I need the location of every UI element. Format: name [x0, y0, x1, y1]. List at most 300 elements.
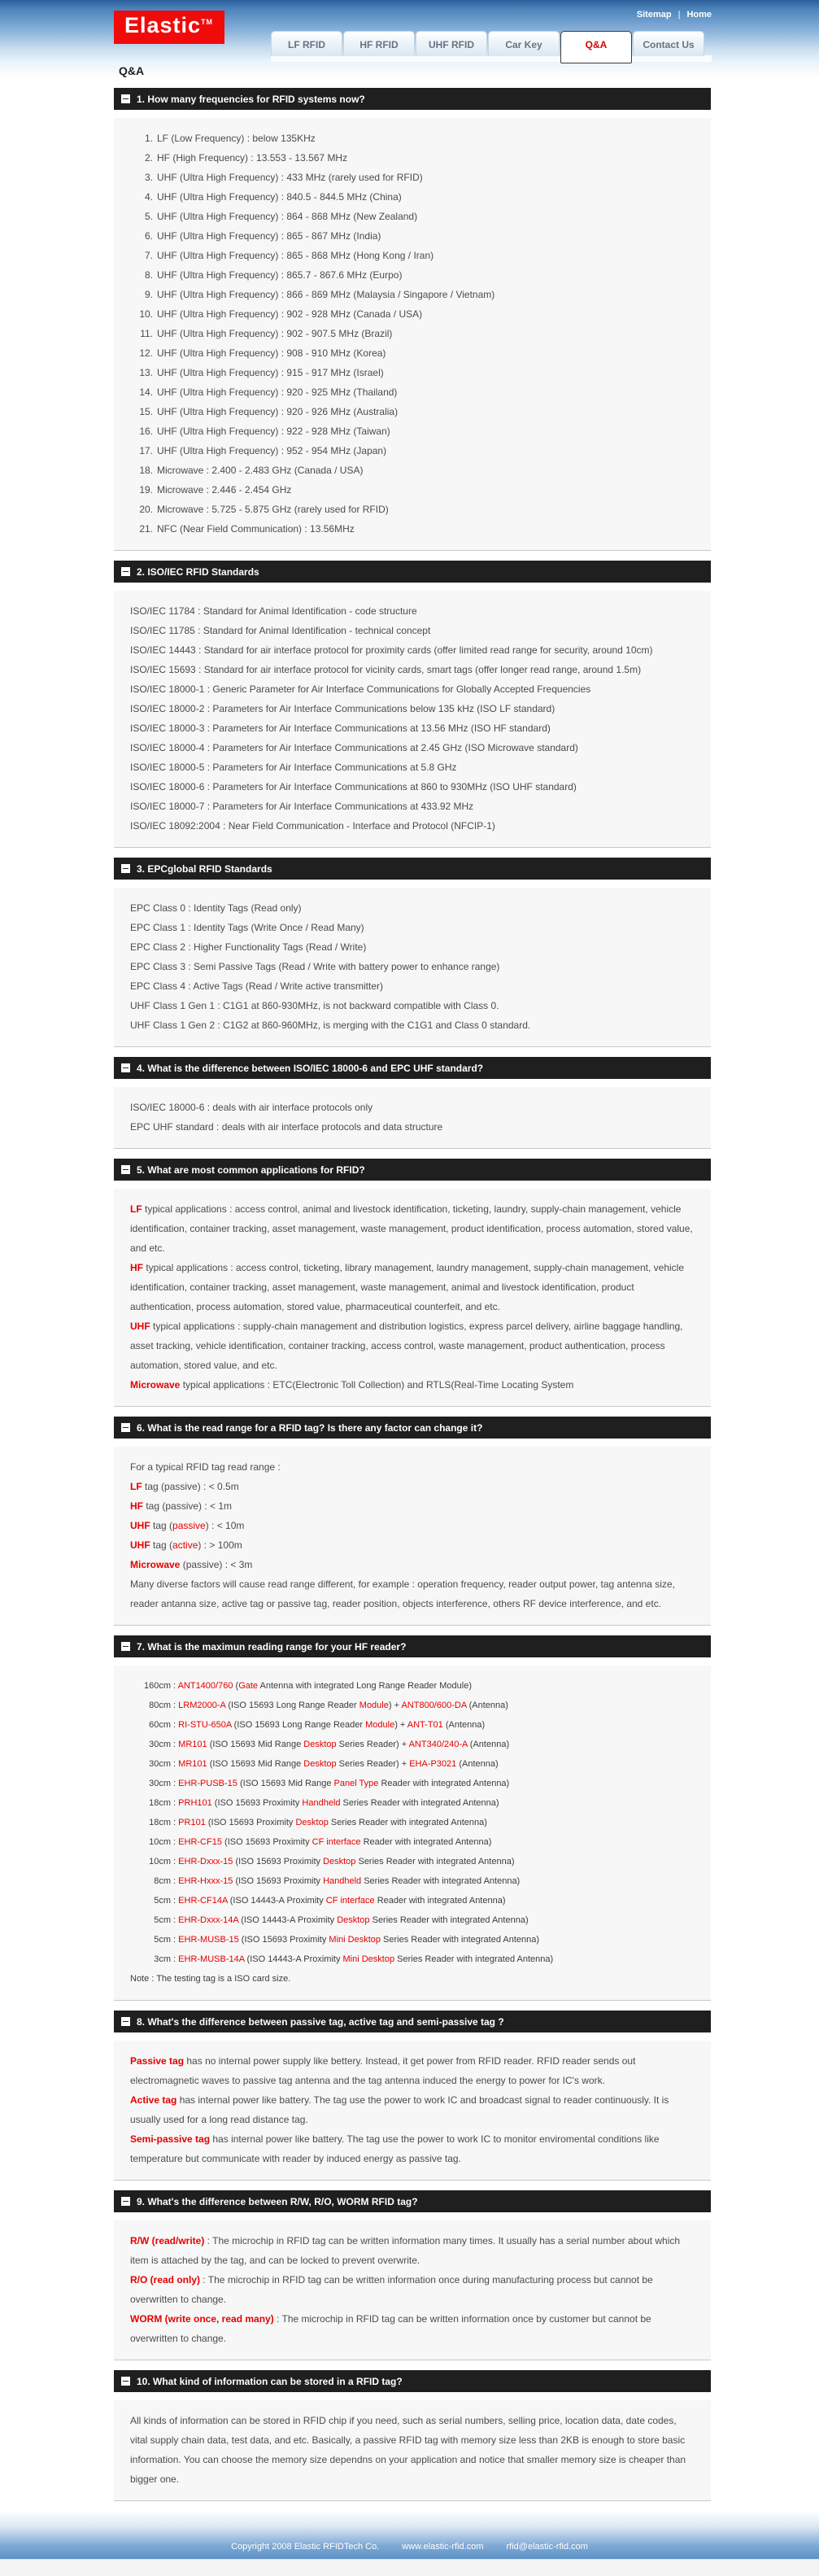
row-text: Reader with integrated Antenna)	[360, 1837, 492, 1847]
row-prefix: 10cm	[149, 1837, 171, 1847]
row-text: ISO/IEC 18000-3 : Parameters for Air Interface Communications at 13.56 MHz (ISO HF standard)	[130, 723, 551, 734]
row-prefix: 4.	[144, 191, 153, 203]
qa-row	[130, 1930, 695, 1949]
row-prefix: 16.	[139, 426, 153, 437]
highlighted-text: Desktop	[323, 1857, 356, 1867]
row-text: Microwave : 5.725 - 5.875 GHz (rarely used for RFID)	[157, 504, 389, 515]
qa-section-header[interactable]	[114, 1417, 711, 1439]
highlighted-text: LRM2000-A	[178, 1701, 226, 1710]
row-text: typical applications : access control, ticketing, library management, laundry management, supply-chain management, vehicle identification, container tracking, asset management, waste management, animal and livestock identification, product authentication, process automation, stored value, pharmaceutical counterfeit, and etc.	[130, 1262, 685, 1312]
footer-site-link[interactable]: www.elastic-rfid.com	[402, 2542, 484, 2552]
row-prefix: 5cm	[154, 1915, 171, 1925]
qa-row	[130, 758, 695, 777]
qa-row	[130, 1735, 695, 1754]
qa-row	[130, 148, 695, 168]
highlighted-text: EHR-Hxxx-15	[178, 1876, 233, 1886]
top-links-divider: |	[677, 10, 681, 20]
top-banner	[0, 0, 819, 77]
home-link[interactable]: Home	[686, 10, 712, 20]
row-text: Series Reader with integrated Antenna)	[369, 1915, 529, 1925]
collapse-minus-icon	[121, 1165, 130, 1174]
row-text: UHF (Ultra High Frequency) : 920 - 925 MHz (Thailand)	[157, 386, 398, 398]
qa-section-content	[114, 2220, 711, 2360]
qa-row	[130, 1969, 695, 1989]
row-prefix: 13.	[139, 367, 153, 378]
row-text: UHF (Ultra High Frequency) : 922 - 928 MHz (Taiwan)	[157, 426, 390, 437]
elastic-logo[interactable]	[114, 11, 224, 44]
tab-car-key[interactable]: Car Key	[488, 31, 560, 56]
qa-row	[130, 660, 695, 679]
qa-section-content	[114, 118, 711, 551]
highlighted-text: Desktop	[295, 1818, 329, 1827]
qa-section-content	[114, 1447, 711, 1626]
row-text: :	[171, 1779, 179, 1788]
qa-section-content	[114, 2041, 711, 2181]
row-text: tag (passive) : < 1m	[143, 1500, 233, 1512]
row-text: (ISO 15693 Proximity	[233, 1857, 324, 1867]
collapse-minus-icon	[121, 864, 130, 873]
row-prefix: 8.	[144, 269, 153, 281]
logo-tm-mark: TM	[201, 18, 214, 26]
collapse-minus-icon	[121, 2197, 130, 2206]
row-prefix: 21.	[139, 523, 153, 535]
highlighted-text: Microwave	[130, 1559, 181, 1570]
row-text: ISO/IEC 18000-7 : Parameters for Air Interface Communications at 433.92 MHz	[130, 801, 474, 812]
highlighted-text: PR101	[178, 1818, 206, 1827]
qa-row	[130, 129, 695, 148]
row-text: NFC (Near Field Communication) : 13.56MHz	[157, 523, 355, 535]
row-text: ) : > 100m	[198, 1539, 242, 1551]
qa-section-header[interactable]	[114, 88, 711, 110]
tab-uhf-rfid[interactable]: UHF RFID	[416, 31, 487, 56]
page-title: Q&A	[119, 64, 145, 77]
row-prefix: 14.	[139, 386, 153, 398]
collapse-minus-icon	[121, 567, 130, 576]
highlighted-text: UHF	[130, 1520, 150, 1531]
row-text: (Antenna)	[467, 1740, 510, 1749]
row-prefix: 30cm	[149, 1740, 171, 1749]
highlighted-text: EHR-MUSB-14A	[178, 1954, 245, 1964]
highlighted-text: active	[172, 1539, 198, 1551]
qa-row	[130, 1258, 695, 1316]
row-prefix: 5cm	[154, 1935, 171, 1945]
row-prefix: 6.	[144, 230, 153, 242]
highlighted-text: EHR-PUSB-15	[178, 1779, 237, 1788]
highlighted-text: Microwave	[130, 1379, 181, 1391]
row-text: ISO/IEC 18000-5 : Parameters for Air Interface Communications at 5.8 GHz	[130, 762, 457, 773]
qa-row	[130, 2090, 695, 2129]
qa-row	[130, 343, 695, 363]
qa-section-content	[114, 1666, 711, 2001]
qa-row	[130, 1910, 695, 1930]
row-prefix: 7.	[144, 250, 153, 261]
tab-contact-us[interactable]: Contact Us	[633, 31, 704, 56]
row-text: ISO/IEC 18000-6 : deals with air interface protocols only	[130, 1102, 373, 1113]
qa-section-content	[114, 1189, 711, 1407]
qa-row	[130, 382, 695, 402]
qa-section-header[interactable]	[114, 2190, 711, 2212]
collapse-minus-icon	[121, 1423, 130, 1432]
qa-row	[130, 699, 695, 718]
row-text: (ISO 15693 Proximity	[233, 1876, 324, 1886]
row-text: UHF (Ultra High Frequency) : 865 - 868 MHz (Hong Kong / Iran)	[157, 250, 434, 261]
qa-section-header[interactable]	[114, 1159, 711, 1181]
highlighted-text: CF interface	[311, 1837, 361, 1847]
highlighted-text: MR101	[178, 1740, 207, 1749]
qa-section-title: 1. How many frequencies for RFID systems now?	[137, 93, 365, 105]
row-text: EPC UHF standard : deals with air interface protocols and data structure	[130, 1121, 443, 1133]
qa-row	[130, 1813, 695, 1832]
highlighted-text: Semi-passive tag	[130, 2133, 211, 2145]
qa-section-header[interactable]	[114, 1635, 711, 1657]
row-text: (ISO 15693 Proximity	[211, 1798, 303, 1808]
row-text: :	[171, 1857, 179, 1867]
row-text: UHF (Ultra High Frequency) : 840.5 - 844.5 MHz (China)	[157, 191, 402, 203]
row-text: For a typical RFID tag read range :	[130, 1461, 281, 1473]
highlighted-text: Desktop	[337, 1915, 370, 1925]
row-text: :	[171, 1740, 179, 1749]
row-prefix: 160cm	[143, 1681, 171, 1691]
row-text: EPC Class 2 : Higher Functionality Tags (Read / Write)	[130, 941, 367, 953]
highlighted-text: EHA-P3021	[409, 1759, 457, 1769]
row-text: ISO/IEC 14443 : Standard for air interface protocol for proximity cards (offer limited read range for security, around 10cm)	[130, 644, 653, 656]
row-text: UHF (Ultra High Frequency) : 865 - 867 MHz (India)	[157, 230, 381, 242]
qa-section	[114, 561, 711, 848]
row-text: typical applications : ETC(Electronic Toll Collection) and RTLS(Real-Time Locating System	[180, 1379, 574, 1391]
highlighted-text: HF	[130, 1500, 143, 1512]
qa-section-header[interactable]	[114, 2370, 711, 2392]
row-prefix: 60cm	[149, 1720, 171, 1730]
qa-section-title: 4. What is the difference between ISO/IEC 18000-6 and EPC UHF standard?	[137, 1062, 484, 1074]
row-text: UHF (Ultra High Frequency) : 864 - 868 MHz (New Zealand)	[157, 211, 418, 222]
row-text: (ISO 14443-A Proximity	[238, 1915, 338, 1925]
qa-section-title: 5. What are most common applications for RFID?	[137, 1164, 365, 1176]
qa-row	[130, 957, 695, 976]
highlighted-text: MR101	[178, 1759, 207, 1769]
row-text: UHF (Ultra High Frequency) : 952 - 954 MHz (Japan)	[157, 445, 387, 456]
row-text: Series Reader with integrated Antenna)	[361, 1876, 521, 1886]
row-text: (ISO 15693 Long Range Reader	[225, 1701, 359, 1710]
qa-row	[130, 1949, 695, 1969]
row-text: (ISO 15693 Proximity	[205, 1818, 296, 1827]
footer-bottom-strip	[0, 2559, 819, 2576]
row-text: (ISO 15693 Mid Range	[237, 1779, 334, 1788]
row-prefix: 1.	[144, 133, 153, 144]
row-text: has internal power like battery. The tag use the power to work IC and broadcast signal to reader continuously. It is usually used for a long read distance tag.	[130, 2094, 669, 2125]
row-prefix: 19.	[139, 484, 153, 496]
row-text: :	[171, 1837, 179, 1847]
highlighted-text: Desktop	[303, 1740, 337, 1749]
row-prefix: 30cm	[149, 1779, 171, 1788]
qa-row	[130, 1793, 695, 1813]
highlighted-text: Passive tag	[130, 2055, 185, 2067]
qa-row	[130, 265, 695, 285]
qa-row	[130, 679, 695, 699]
qa-section-title: 3. EPCglobal RFID Standards	[137, 862, 272, 875]
row-text: ) +	[388, 1701, 402, 1710]
row-prefix: 5cm	[154, 1896, 171, 1906]
row-prefix: 18cm	[149, 1798, 171, 1808]
row-text: Reader with integrated Antenna)	[378, 1779, 510, 1788]
qa-row	[130, 363, 695, 382]
row-text: tag (passive) : < 0.5m	[142, 1481, 239, 1492]
row-text: UHF (Ultra High Frequency) : 915 - 917 MHz (Israel)	[157, 367, 384, 378]
row-prefix: 2.	[144, 152, 153, 164]
qa-section	[114, 2190, 711, 2360]
row-text: UHF Class 1 Gen 2 : C1G2 at 860-960MHz, is merging with the C1G1 and Class 0 standard.	[130, 1019, 531, 1031]
highlighted-text: RI-STU-650A	[178, 1720, 232, 1730]
highlighted-text: passive	[172, 1520, 206, 1531]
top-links	[637, 10, 712, 20]
row-text: EPC Class 1 : Identity Tags (Write Once / Read Many)	[130, 922, 364, 933]
qa-row	[130, 441, 695, 461]
collapse-minus-icon	[121, 94, 130, 103]
highlighted-text: Desktop	[303, 1759, 337, 1769]
row-text: Series Reader) +	[336, 1759, 410, 1769]
qa-row	[130, 918, 695, 937]
qa-row	[130, 1555, 695, 1574]
row-text: has internal power like battery. The tag use the power to work IC to monitor enviromental conditions like temperature but communicate with reader by induced energy as passive tag.	[130, 2133, 660, 2164]
qa-row	[130, 1871, 695, 1891]
qa-row	[130, 1477, 695, 1496]
qa-section-content	[114, 888, 711, 1047]
row-text: ISO/IEC 18000-2 : Parameters for Air Interface Communications below 135 kHz (ISO LF standard)	[130, 703, 555, 714]
row-text: UHF (Ultra High Frequency) : 902 - 928 MHz (Canada / USA)	[157, 308, 423, 320]
row-text: (ISO 15693 Mid Range	[207, 1740, 304, 1749]
qa-row	[130, 1676, 695, 1696]
highlighted-text: EHR-CF15	[178, 1837, 222, 1847]
row-text: Reader with integrated Antenna)	[374, 1896, 506, 1906]
row-prefix: 8cm	[154, 1876, 171, 1886]
qa-row	[130, 1316, 695, 1375]
qa-row	[130, 797, 695, 816]
qa-row	[130, 1457, 695, 1477]
row-text: :	[171, 1954, 179, 1964]
row-prefix: 18cm	[149, 1818, 171, 1827]
qa-section-content	[114, 591, 711, 848]
footer-email-link[interactable]: rfid@elastic-rfid.com	[506, 2542, 588, 2552]
row-prefix: 3.	[144, 172, 153, 183]
qa-row	[130, 1852, 695, 1871]
row-text: EPC Class 0 : Identity Tags (Read only)	[130, 902, 302, 914]
qa-section	[114, 1159, 711, 1407]
row-prefix: 3cm	[154, 1954, 171, 1964]
row-text: :	[171, 1818, 179, 1827]
qa-section	[114, 88, 711, 551]
highlighted-text: CF interface	[325, 1896, 375, 1906]
highlighted-text: EHR-CF14A	[178, 1896, 228, 1906]
row-text: (ISO 14443-A Proximity	[227, 1896, 326, 1906]
qa-row	[130, 1496, 695, 1516]
row-text: :	[171, 1935, 179, 1945]
row-text: Series Reader with integrated Antenna)	[380, 1935, 540, 1945]
highlighted-text: R/O (read only)	[130, 2274, 201, 2286]
qa-row	[130, 421, 695, 441]
highlighted-text: LF	[130, 1203, 142, 1215]
qa-section-title: 2. ISO/IEC RFID Standards	[137, 565, 259, 578]
qa-section-header[interactable]	[114, 561, 711, 583]
qa-section	[114, 1635, 711, 2001]
qa-row	[130, 777, 695, 797]
row-text: Antenna with integrated Long Range Reader Module)	[258, 1681, 473, 1691]
row-text: :	[171, 1915, 179, 1925]
qa-row	[130, 285, 695, 304]
row-text: (Antenna)	[466, 1701, 508, 1710]
qa-section-header[interactable]	[114, 858, 711, 880]
row-text: (ISO 15693 Proximity	[221, 1837, 312, 1847]
qa-row	[130, 1375, 695, 1395]
row-prefix: 5.	[144, 211, 153, 222]
row-text: (ISO 15693 Mid Range	[207, 1759, 304, 1769]
qa-section-title: 6. What is the read range for a RFID tag? Is there any factor can change it?	[137, 1421, 483, 1434]
row-text: ISO/IEC 11785 : Standard for Animal Identification - technical concept	[130, 625, 431, 636]
highlighted-text: UHF	[130, 1539, 150, 1551]
row-text: Note : The testing tag is a ISO card size.	[130, 1974, 291, 1984]
qa-row	[130, 640, 695, 660]
row-prefix: 30cm	[149, 1759, 171, 1769]
highlighted-text: ANT1400/760	[177, 1681, 233, 1691]
row-prefix: 9.	[144, 289, 153, 300]
row-text: :	[171, 1701, 179, 1710]
row-text: Microwave : 2.400 - 2.483 GHz (Canada / USA)	[157, 465, 364, 476]
row-text: EPC Class 4 : Active Tags (Read / Write active transmitter)	[130, 980, 383, 992]
row-text: ) : < 10m	[205, 1520, 245, 1531]
row-prefix: 80cm	[149, 1701, 171, 1710]
row-text: UHF (Ultra High Frequency) : 865.7 - 867.6 MHz (Eurpo)	[157, 269, 403, 281]
row-prefix: 15.	[139, 406, 153, 417]
highlighted-text: Module	[365, 1720, 395, 1730]
row-text: UHF (Ultra High Frequency) : 902 - 907.5 MHz (Brazil)	[157, 328, 393, 339]
row-text: (	[233, 1681, 239, 1691]
qa-row	[130, 2231, 695, 2270]
logo-text: Elastic	[124, 13, 202, 37]
highlighted-text: EHR-MUSB-15	[178, 1935, 239, 1945]
qa-row	[130, 1715, 695, 1735]
footer-bar	[0, 2511, 819, 2559]
qa-section	[114, 2011, 711, 2181]
qa-row	[130, 1535, 695, 1555]
row-text: (Antenna)	[442, 1720, 486, 1730]
collapse-minus-icon	[121, 1063, 130, 1072]
qa-row	[130, 1891, 695, 1910]
qa-section-title: 7. What is the maximun reading range for your HF reader?	[137, 1640, 407, 1653]
qa-section-title: 8. What's the difference between passive tag, active tag and semi-passive tag ?	[137, 2015, 504, 2028]
tab-hf-rfid[interactable]: HF RFID	[343, 31, 415, 56]
row-text: tag (	[150, 1520, 173, 1531]
qa-row	[130, 1574, 695, 1613]
qa-row	[130, 1098, 695, 1117]
highlighted-text: Handheld	[302, 1798, 341, 1808]
row-text: ) +	[394, 1720, 407, 1730]
qa-section	[114, 1417, 711, 1626]
row-text: :	[171, 1876, 179, 1886]
highlighted-text: EHR-Dxxx-14A	[178, 1915, 239, 1925]
qa-row	[130, 976, 695, 996]
row-text: (ISO 15693 Proximity	[238, 1935, 329, 1945]
qa-row	[130, 601, 695, 621]
highlighted-text: R/W (read/write)	[130, 2235, 205, 2246]
highlighted-text: Active tag	[130, 2094, 177, 2106]
qa-row	[130, 1117, 695, 1137]
qa-section	[114, 1057, 711, 1149]
row-text: (ISO 14443-A Proximity	[244, 1954, 343, 1964]
row-prefix: 17.	[139, 445, 153, 456]
row-text: Series Reader with integrated Antenna)	[355, 1857, 515, 1867]
qa-row	[130, 2411, 695, 2489]
highlighted-text: HF	[130, 1262, 143, 1273]
row-text: : The microchip in RFID tag can be written information many times. It usually has a serial number about which item is attached by the tag, and can be locked to prevent overwrite.	[130, 2235, 681, 2266]
row-text: (Antenna)	[456, 1759, 499, 1769]
highlighted-text: EHR-Dxxx-15	[178, 1857, 233, 1867]
qa-row	[130, 519, 695, 539]
highlighted-text: Panel Type	[333, 1779, 379, 1788]
qa-row	[130, 2309, 695, 2348]
collapse-minus-icon	[121, 2377, 130, 2386]
qa-row	[130, 226, 695, 246]
row-text: Series Reader with integrated Antenna)	[340, 1798, 499, 1808]
row-text: :	[171, 1798, 179, 1808]
qa-row	[130, 480, 695, 500]
highlighted-text: Mini Desktop	[329, 1935, 381, 1945]
qa-row	[130, 1832, 695, 1852]
qa-row	[130, 1015, 695, 1035]
tab-lf-rfid[interactable]: LF RFID	[271, 31, 342, 56]
highlighted-text: WORM (write once, read many)	[130, 2313, 274, 2325]
row-text: : The microchip in RFID tag can be written information once by customer but cannot be overwritten to change.	[130, 2313, 651, 2344]
sitemap-link[interactable]: Sitemap	[636, 10, 672, 20]
row-text: has no internal power supply like bettery. Instead, it get power from RFID reader. RFID reader sends out electromagnetic waves to passive tag antenna and the tag antenna induced the energy to power for IC's work.	[130, 2055, 636, 2086]
qa-section-title: 9. What's the difference between R/W, R/O, WORM RFID tag?	[137, 2195, 418, 2207]
highlighted-text: UHF	[130, 1321, 150, 1332]
qa-row	[130, 1774, 695, 1793]
qa-row	[130, 2051, 695, 2090]
qa-row	[130, 324, 695, 343]
qa-row	[130, 246, 695, 265]
row-text: UHF (Ultra High Frequency) : 908 - 910 MHz (Korea)	[157, 347, 386, 359]
qa-sections	[114, 88, 711, 2501]
row-text: typical applications : supply-chain management and distribution logistics, express parcel delivery, airline baggage handling, asset tracking, vehicle identification, container tracking, access control, waste management, product authentication, process automation, stored value, and etc.	[130, 1321, 683, 1371]
highlighted-text: Mini Desktop	[342, 1954, 395, 1964]
qa-section-header[interactable]	[114, 2011, 711, 2032]
row-prefix: 11.	[140, 328, 153, 339]
qa-row	[130, 402, 695, 421]
qa-row	[130, 996, 695, 1015]
qa-row	[130, 1516, 695, 1535]
row-text: ISO/IEC 18000-4 : Parameters for Air Interface Communications at 2.45 GHz (ISO Microwave standard)	[130, 742, 578, 753]
qa-section-header[interactable]	[114, 1057, 711, 1079]
qa-section-title: 10. What kind of information can be stored in a RFID tag?	[137, 2375, 403, 2387]
row-text: tag (	[150, 1539, 173, 1551]
row-text: UHF Class 1 Gen 1 : C1G1 at 860-930MHz, is not backward compatible with Class 0.	[130, 1000, 499, 1011]
tab-qa[interactable]: Q&A	[560, 31, 632, 63]
qa-row	[130, 168, 695, 187]
qa-row	[130, 898, 695, 918]
row-text: Many diverse factors will cause read range different, for example : operation frequency, reader output power, tag antenna size, reader antanna size, active tag or passive tag, reader position, objects interference, others RF device interference, and etc.	[130, 1578, 675, 1609]
qa-row	[130, 718, 695, 738]
row-prefix: 18.	[139, 465, 153, 476]
qa-row	[130, 1696, 695, 1715]
row-text: ISO/IEC 18000-6 : Parameters for Air Interface Communications at 860 to 930MHz (ISO UHF standard)	[130, 781, 577, 792]
qa-row	[130, 187, 695, 207]
highlighted-text: LF	[130, 1481, 142, 1492]
qa-row	[130, 461, 695, 480]
row-text: Microwave : 2.446 - 2.454 GHz	[157, 484, 292, 496]
row-text: (passive) : < 3m	[180, 1559, 253, 1570]
qa-row	[130, 1754, 695, 1774]
footer-copyright: Copyright 2008 Elastic RFIDTech Co.	[231, 2542, 380, 2552]
qa-row	[130, 937, 695, 957]
row-text: ISO/IEC 15693 : Standard for air interface protocol for vicinity cards, smart tags (offer longer read range, around 1.5m)	[130, 664, 642, 675]
